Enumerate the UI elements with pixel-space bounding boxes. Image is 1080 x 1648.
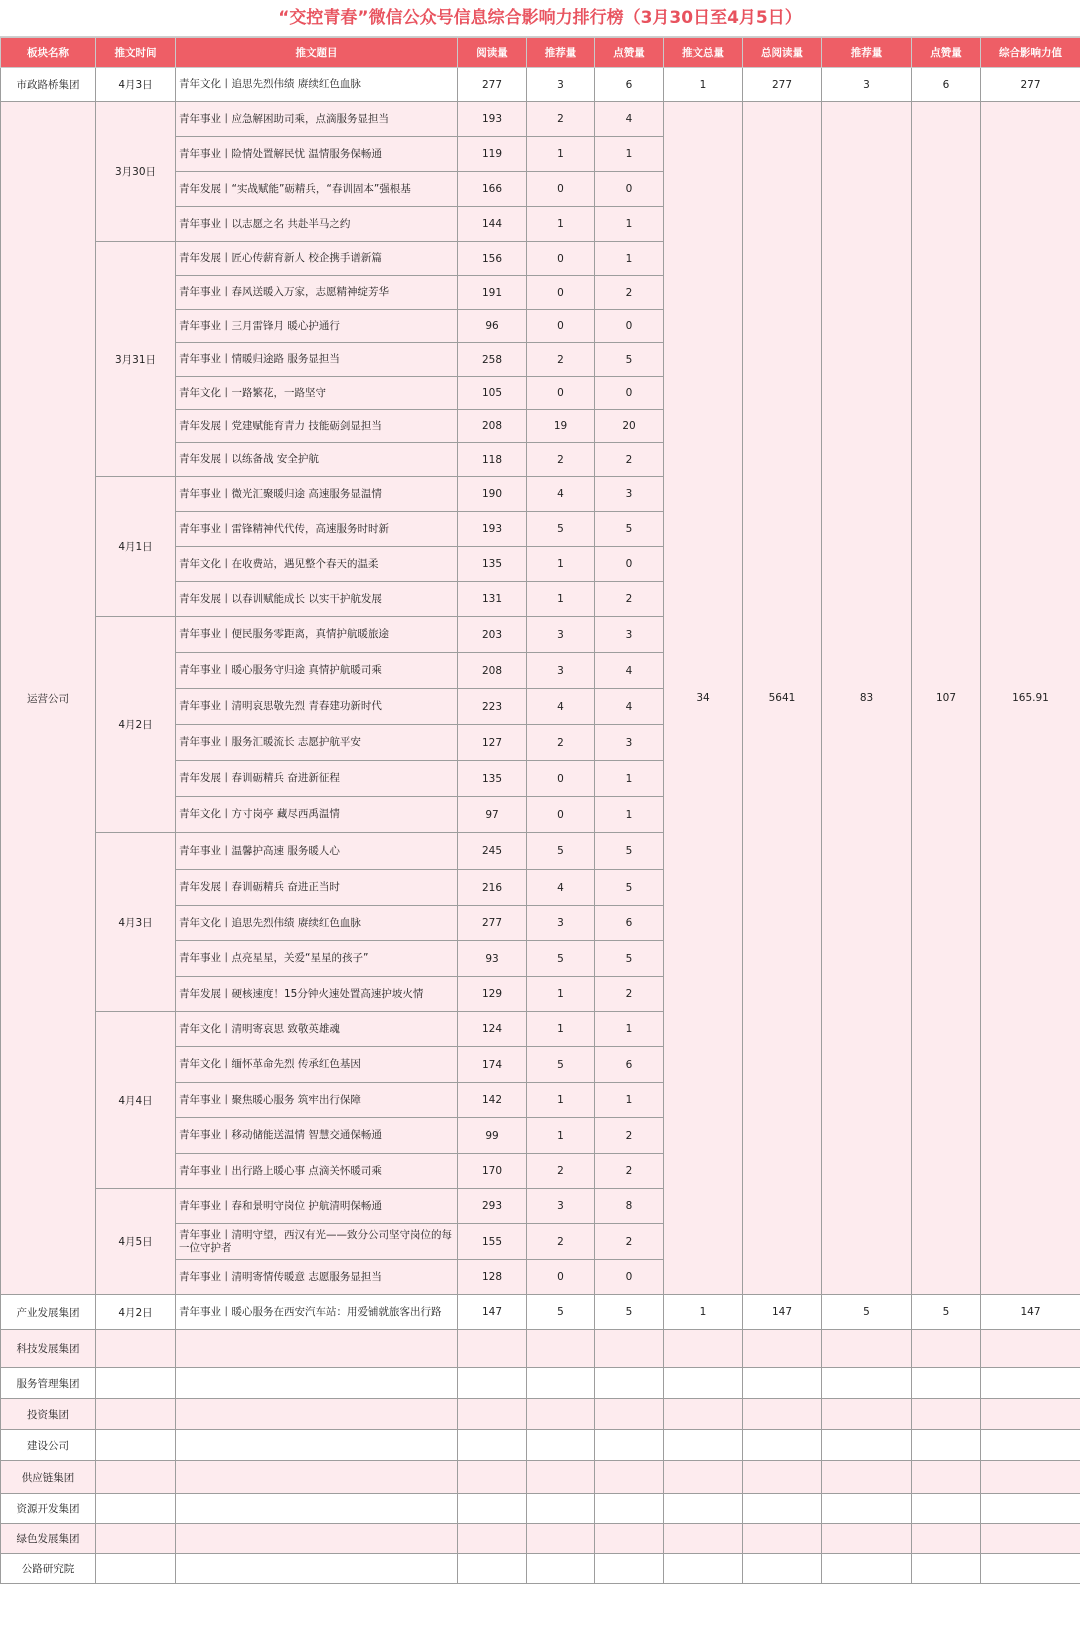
empty-cell	[981, 1330, 1080, 1368]
empty-cell	[527, 1399, 595, 1430]
recommends-cell: 1	[527, 1083, 595, 1118]
reads-cell: 129	[458, 977, 527, 1012]
recommends-cell: 1	[527, 547, 595, 582]
post-title-cell: 青年事业丨清明守望，西汉有光——致分公司坚守岗位的每一位守护者	[176, 1224, 458, 1260]
empty-cell	[743, 1368, 822, 1399]
reads-cell: 208	[458, 410, 527, 443]
empty-cell	[176, 1330, 458, 1368]
table-row	[1, 68, 1080, 102]
reads-cell: 155	[458, 1224, 527, 1260]
recommends-cell: 1	[527, 582, 595, 617]
likes-cell: 5	[595, 343, 664, 377]
reads-cell: 156	[458, 242, 527, 276]
likes-cell: 2	[595, 1224, 664, 1260]
table-row	[1, 1461, 1080, 1494]
recommends-cell: 3	[527, 906, 595, 941]
header-total-posts: 推文总量	[664, 38, 743, 68]
likes-cell: 5	[595, 512, 664, 547]
empty-cell	[822, 1461, 912, 1494]
post-title-cell: 青年事业丨清明寄情传暖意 志愿服务显担当	[176, 1260, 458, 1295]
empty-cell	[527, 1430, 595, 1461]
likes-cell: 6	[595, 906, 664, 941]
post-title-cell: 青年事业丨微光汇聚暖归途 高速服务显温情	[176, 477, 458, 512]
reads-cell: 223	[458, 689, 527, 725]
likes-cell: 4	[595, 689, 664, 725]
recommends-cell: 2	[527, 725, 595, 761]
likes-cell: 2	[595, 977, 664, 1012]
empty-cell	[458, 1430, 527, 1461]
ranking-table	[0, 37, 1080, 1584]
reads-cell: 170	[458, 1154, 527, 1189]
likes-cell: 8	[595, 1189, 664, 1224]
likes-cell: 5	[595, 833, 664, 870]
empty-cell	[981, 1524, 1080, 1554]
empty-cell	[743, 1494, 822, 1524]
recommends-cell: 4	[527, 870, 595, 906]
empty-cell	[96, 1524, 176, 1554]
recommends-cell: 0	[527, 377, 595, 410]
section-name-cell: 服务管理集团	[1, 1368, 96, 1399]
likes-cell: 3	[595, 477, 664, 512]
empty-cell	[96, 1330, 176, 1368]
section-name-cell: 产业发展集团	[1, 1295, 96, 1330]
empty-cell	[176, 1399, 458, 1430]
reads-cell: 128	[458, 1260, 527, 1295]
post-title-cell: 青年事业丨险情处置解民忧 温情服务保畅通	[176, 137, 458, 172]
empty-cell	[664, 1524, 743, 1554]
likes-cell: 2	[595, 1118, 664, 1154]
post-title-cell: 青年文化丨追思先烈伟绩 赓续红色血脉	[176, 906, 458, 941]
likes-cell: 0	[595, 377, 664, 410]
recommends-cell: 0	[527, 797, 595, 833]
recommends-cell: 0	[527, 1260, 595, 1295]
likes-cell: 0	[595, 1260, 664, 1295]
post-title-cell: 青年事业丨应急解困助司乘，点滴服务显担当	[176, 102, 458, 137]
header-topic: 推文题目	[176, 38, 458, 68]
reads-cell: 99	[458, 1118, 527, 1154]
header-section: 板块名称	[1, 38, 96, 68]
empty-cell	[176, 1430, 458, 1461]
recommends-cell: 5	[527, 1295, 595, 1330]
recommends-cell: 2	[527, 443, 595, 477]
reads-cell: 190	[458, 477, 527, 512]
influence-cell: 165.91	[981, 102, 1080, 1295]
likes-cell: 1	[595, 797, 664, 833]
reads-cell: 166	[458, 172, 527, 207]
empty-cell	[912, 1399, 981, 1430]
likes-cell: 0	[595, 310, 664, 343]
table-body	[1, 68, 1080, 1584]
empty-cell	[664, 1330, 743, 1368]
recommends-cell: 3	[527, 68, 595, 102]
recommends-cell: 0	[527, 761, 595, 797]
reads-cell: 203	[458, 617, 527, 653]
empty-cell	[822, 1330, 912, 1368]
reads-cell: 193	[458, 102, 527, 137]
likes-cell: 6	[595, 68, 664, 102]
empty-cell	[822, 1430, 912, 1461]
recommends-cell: 3	[527, 1189, 595, 1224]
section-name-cell: 公路研究院	[1, 1554, 96, 1584]
post-title-cell: 青年事业丨春和景明守岗位 护航清明保畅通	[176, 1189, 458, 1224]
empty-cell	[458, 1554, 527, 1584]
post-title-cell: 青年事业丨以志愿之名 共赴半马之约	[176, 207, 458, 242]
recommends-cell: 5	[527, 512, 595, 547]
empty-cell	[743, 1554, 822, 1584]
likes-cell: 2	[595, 582, 664, 617]
reads-cell: 174	[458, 1047, 527, 1083]
recommends-cell: 4	[527, 477, 595, 512]
reads-cell: 144	[458, 207, 527, 242]
post-title-cell: 青年事业丨暖心服务守归途 真情护航暖司乘	[176, 653, 458, 689]
post-title-cell: 青年事业丨情暖归途路 服务显担当	[176, 343, 458, 377]
post-title-cell: 青年事业丨服务汇暖流长 志愿护航平安	[176, 725, 458, 761]
header-likes: 点赞量	[595, 38, 664, 68]
empty-cell	[664, 1554, 743, 1584]
table-row	[1, 1524, 1080, 1554]
reads-cell: 193	[458, 512, 527, 547]
table-row	[1, 1399, 1080, 1430]
section-name-cell: 科技发展集团	[1, 1330, 96, 1368]
empty-cell	[176, 1494, 458, 1524]
likes-cell: 5	[595, 941, 664, 977]
empty-cell	[96, 1554, 176, 1584]
empty-cell	[458, 1461, 527, 1494]
empty-cell	[822, 1494, 912, 1524]
total-recommends-cell: 3	[822, 68, 912, 102]
post-title-cell: 青年事业丨三月雷锋月 暖心护通行	[176, 310, 458, 343]
reads-cell: 142	[458, 1083, 527, 1118]
empty-cell	[664, 1399, 743, 1430]
empty-cell	[822, 1524, 912, 1554]
empty-cell	[595, 1494, 664, 1524]
empty-cell	[912, 1524, 981, 1554]
post-title-cell: 青年文化丨方寸岗亭 藏尽西禹温情	[176, 797, 458, 833]
likes-cell: 1	[595, 242, 664, 276]
post-title-cell: 青年发展丨春训砺精兵 奋进新征程	[176, 761, 458, 797]
table-row	[1, 1430, 1080, 1461]
likes-cell: 4	[595, 653, 664, 689]
post-title-cell: 青年事业丨出行路上暖心事 点滴关怀暖司乘	[176, 1154, 458, 1189]
post-title-cell: 青年发展丨以春训赋能成长 以实干护航发展	[176, 582, 458, 617]
empty-cell	[981, 1461, 1080, 1494]
empty-cell	[912, 1368, 981, 1399]
empty-cell	[822, 1368, 912, 1399]
likes-cell: 1	[595, 1012, 664, 1047]
section-name-cell: 运营公司	[1, 102, 96, 1295]
reads-cell: 96	[458, 310, 527, 343]
influence-cell: 277	[981, 68, 1080, 102]
total-posts-cell: 34	[664, 102, 743, 1295]
empty-cell	[912, 1494, 981, 1524]
recommends-cell: 1	[527, 207, 595, 242]
post-title-cell: 青年发展丨以练备战 安全护航	[176, 443, 458, 477]
post-title-cell: 青年事业丨清明哀思敬先烈 青春建功新时代	[176, 689, 458, 725]
recommends-cell: 1	[527, 1012, 595, 1047]
reads-cell: 258	[458, 343, 527, 377]
likes-cell: 1	[595, 761, 664, 797]
empty-cell	[912, 1330, 981, 1368]
post-title-cell: 青年文化丨一路繁花，一路坚守	[176, 377, 458, 410]
reads-cell: 135	[458, 547, 527, 582]
reads-cell: 293	[458, 1189, 527, 1224]
empty-cell	[595, 1461, 664, 1494]
total-posts-cell: 1	[664, 1295, 743, 1330]
empty-cell	[595, 1368, 664, 1399]
empty-cell	[981, 1399, 1080, 1430]
empty-cell	[743, 1399, 822, 1430]
post-date-cell: 4月1日	[96, 477, 176, 617]
empty-cell	[96, 1494, 176, 1524]
post-title-cell: 青年事业丨聚焦暖心服务 筑牢出行保障	[176, 1083, 458, 1118]
reads-cell: 147	[458, 1295, 527, 1330]
post-title-cell: 青年发展丨匠心传薪育新人 校企携手谱新篇	[176, 242, 458, 276]
table-header-row	[1, 38, 1080, 68]
post-title-cell: 青年文化丨追思先烈伟绩 赓续红色血脉	[176, 68, 458, 102]
empty-cell	[664, 1461, 743, 1494]
recommends-cell: 5	[527, 1047, 595, 1083]
reads-cell: 191	[458, 276, 527, 310]
header-date: 推文时间	[96, 38, 176, 68]
recommends-cell: 19	[527, 410, 595, 443]
total-recommends-cell: 5	[822, 1295, 912, 1330]
reads-cell: 135	[458, 761, 527, 797]
post-date-cell: 4月4日	[96, 1012, 176, 1189]
empty-cell	[912, 1461, 981, 1494]
post-title-cell: 青年事业丨点亮星星，关爱“星星的孩子”	[176, 941, 458, 977]
post-title-cell: 青年事业丨温馨护高速 服务暖人心	[176, 833, 458, 870]
likes-cell: 5	[595, 870, 664, 906]
likes-cell: 1	[595, 137, 664, 172]
empty-cell	[527, 1494, 595, 1524]
empty-cell	[527, 1554, 595, 1584]
total-likes-cell: 107	[912, 102, 981, 1295]
post-title-cell: 青年事业丨春风送暖入万家，志愿精神绽芳华	[176, 276, 458, 310]
empty-cell	[743, 1430, 822, 1461]
recommends-cell: 3	[527, 617, 595, 653]
section-name-cell: 建设公司	[1, 1430, 96, 1461]
likes-cell: 1	[595, 1083, 664, 1118]
recommends-cell: 0	[527, 276, 595, 310]
empty-cell	[96, 1399, 176, 1430]
empty-cell	[664, 1368, 743, 1399]
empty-cell	[595, 1554, 664, 1584]
recommends-cell: 0	[527, 242, 595, 276]
recommends-cell: 1	[527, 1118, 595, 1154]
empty-cell	[743, 1461, 822, 1494]
table-row	[1, 1368, 1080, 1399]
empty-cell	[822, 1554, 912, 1584]
total-likes-cell: 5	[912, 1295, 981, 1330]
empty-cell	[912, 1430, 981, 1461]
section-name-cell: 绿色发展集团	[1, 1524, 96, 1554]
empty-cell	[981, 1554, 1080, 1584]
post-title-cell: 青年事业丨移动储能送温情 智慧交通保畅通	[176, 1118, 458, 1154]
table-row	[1, 1494, 1080, 1524]
empty-cell	[595, 1330, 664, 1368]
reads-cell: 97	[458, 797, 527, 833]
likes-cell: 4	[595, 102, 664, 137]
recommends-cell: 3	[527, 653, 595, 689]
recommends-cell: 1	[527, 977, 595, 1012]
empty-cell	[527, 1524, 595, 1554]
likes-cell: 20	[595, 410, 664, 443]
post-date-cell: 4月2日	[96, 1295, 176, 1330]
section-name-cell: 市政路桥集团	[1, 68, 96, 102]
empty-cell	[822, 1399, 912, 1430]
recommends-cell: 4	[527, 689, 595, 725]
likes-cell: 3	[595, 725, 664, 761]
likes-cell: 6	[595, 1047, 664, 1083]
recommends-cell: 2	[527, 343, 595, 377]
table-row	[1, 102, 1080, 137]
total-reads-cell: 147	[743, 1295, 822, 1330]
empty-cell	[664, 1430, 743, 1461]
empty-cell	[176, 1524, 458, 1554]
reads-cell: 216	[458, 870, 527, 906]
post-date-cell: 4月3日	[96, 68, 176, 102]
post-title-cell: 青年文化丨缅怀革命先烈 传承红色基因	[176, 1047, 458, 1083]
total-recommends-cell: 83	[822, 102, 912, 1295]
total-likes-cell: 6	[912, 68, 981, 102]
empty-cell	[527, 1368, 595, 1399]
reads-cell: 131	[458, 582, 527, 617]
empty-cell	[981, 1368, 1080, 1399]
table-row	[1, 1330, 1080, 1368]
empty-cell	[458, 1330, 527, 1368]
post-date-cell: 3月30日	[96, 102, 176, 242]
empty-cell	[458, 1368, 527, 1399]
recommends-cell: 2	[527, 1154, 595, 1189]
empty-cell	[743, 1524, 822, 1554]
recommends-cell: 2	[527, 102, 595, 137]
post-date-cell: 4月5日	[96, 1189, 176, 1295]
empty-cell	[96, 1430, 176, 1461]
section-name-cell: 资源开发集团	[1, 1494, 96, 1524]
influence-cell: 147	[981, 1295, 1080, 1330]
header-recommends: 推荐量	[527, 38, 595, 68]
likes-cell: 0	[595, 172, 664, 207]
post-title-cell: 青年发展丨硬核速度！15分钟火速处置高速护坡火情	[176, 977, 458, 1012]
header-total-likes: 点赞量	[912, 38, 981, 68]
empty-cell	[595, 1524, 664, 1554]
post-title-cell: 青年事业丨雷锋精神代代传，高速服务时时新	[176, 512, 458, 547]
empty-cell	[981, 1430, 1080, 1461]
post-date-cell: 4月2日	[96, 617, 176, 833]
empty-cell	[912, 1554, 981, 1584]
post-title-cell: 青年事业丨暖心服务在西安汽车站：用爱铺就旅客出行路	[176, 1295, 458, 1330]
reads-cell: 93	[458, 941, 527, 977]
reads-cell: 208	[458, 653, 527, 689]
likes-cell: 2	[595, 276, 664, 310]
empty-cell	[527, 1330, 595, 1368]
empty-cell	[458, 1494, 527, 1524]
section-name-cell: 投资集团	[1, 1399, 96, 1430]
likes-cell: 0	[595, 547, 664, 582]
reads-cell: 124	[458, 1012, 527, 1047]
likes-cell: 2	[595, 1154, 664, 1189]
likes-cell: 5	[595, 1295, 664, 1330]
empty-cell	[743, 1330, 822, 1368]
likes-cell: 2	[595, 443, 664, 477]
empty-cell	[664, 1494, 743, 1524]
section-name-cell: 供应链集团	[1, 1461, 96, 1494]
total-reads-cell: 277	[743, 68, 822, 102]
recommends-cell: 0	[527, 172, 595, 207]
total-posts-cell: 1	[664, 68, 743, 102]
recommends-cell: 5	[527, 941, 595, 977]
post-title-cell: 青年发展丨党建赋能育青力 技能砺剑显担当	[176, 410, 458, 443]
post-date-cell: 4月3日	[96, 833, 176, 1012]
empty-cell	[595, 1430, 664, 1461]
reads-cell: 105	[458, 377, 527, 410]
table-row	[1, 1554, 1080, 1584]
header-total-reads: 总阅读量	[743, 38, 822, 68]
empty-cell	[527, 1461, 595, 1494]
reads-cell: 119	[458, 137, 527, 172]
empty-cell	[176, 1368, 458, 1399]
reads-cell: 277	[458, 68, 527, 102]
recommends-cell: 5	[527, 833, 595, 870]
empty-cell	[458, 1524, 527, 1554]
header-influence: 综合影响力值	[981, 38, 1080, 68]
post-title-cell: 青年发展丨春训砺精兵 奋进正当时	[176, 870, 458, 906]
post-title-cell: 青年文化丨在收费站，遇见整个春天的温柔	[176, 547, 458, 582]
post-title-cell: 青年发展丨“实战赋能”砺精兵，“春训固本”强根基	[176, 172, 458, 207]
empty-cell	[176, 1461, 458, 1494]
header-reads: 阅读量	[458, 38, 527, 68]
empty-cell	[96, 1368, 176, 1399]
recommends-cell: 0	[527, 310, 595, 343]
post-date-cell: 3月31日	[96, 242, 176, 477]
empty-cell	[981, 1494, 1080, 1524]
table-row	[1, 1295, 1080, 1330]
page-title: “交控青春”微信公众号信息综合影响力排行榜（3月30日至4月5日）	[0, 0, 1080, 37]
reads-cell: 118	[458, 443, 527, 477]
likes-cell: 3	[595, 617, 664, 653]
reads-cell: 277	[458, 906, 527, 941]
reads-cell: 127	[458, 725, 527, 761]
header-total-recommends: 推荐量	[822, 38, 912, 68]
empty-cell	[96, 1461, 176, 1494]
reads-cell: 245	[458, 833, 527, 870]
post-title-cell: 青年文化丨清明寄哀思 致敬英雄魂	[176, 1012, 458, 1047]
likes-cell: 1	[595, 207, 664, 242]
post-title-cell: 青年事业丨便民服务零距离，真情护航暖旅途	[176, 617, 458, 653]
total-reads-cell: 5641	[743, 102, 822, 1295]
recommends-cell: 2	[527, 1224, 595, 1260]
recommends-cell: 1	[527, 137, 595, 172]
empty-cell	[595, 1399, 664, 1430]
empty-cell	[458, 1399, 527, 1430]
empty-cell	[176, 1554, 458, 1584]
